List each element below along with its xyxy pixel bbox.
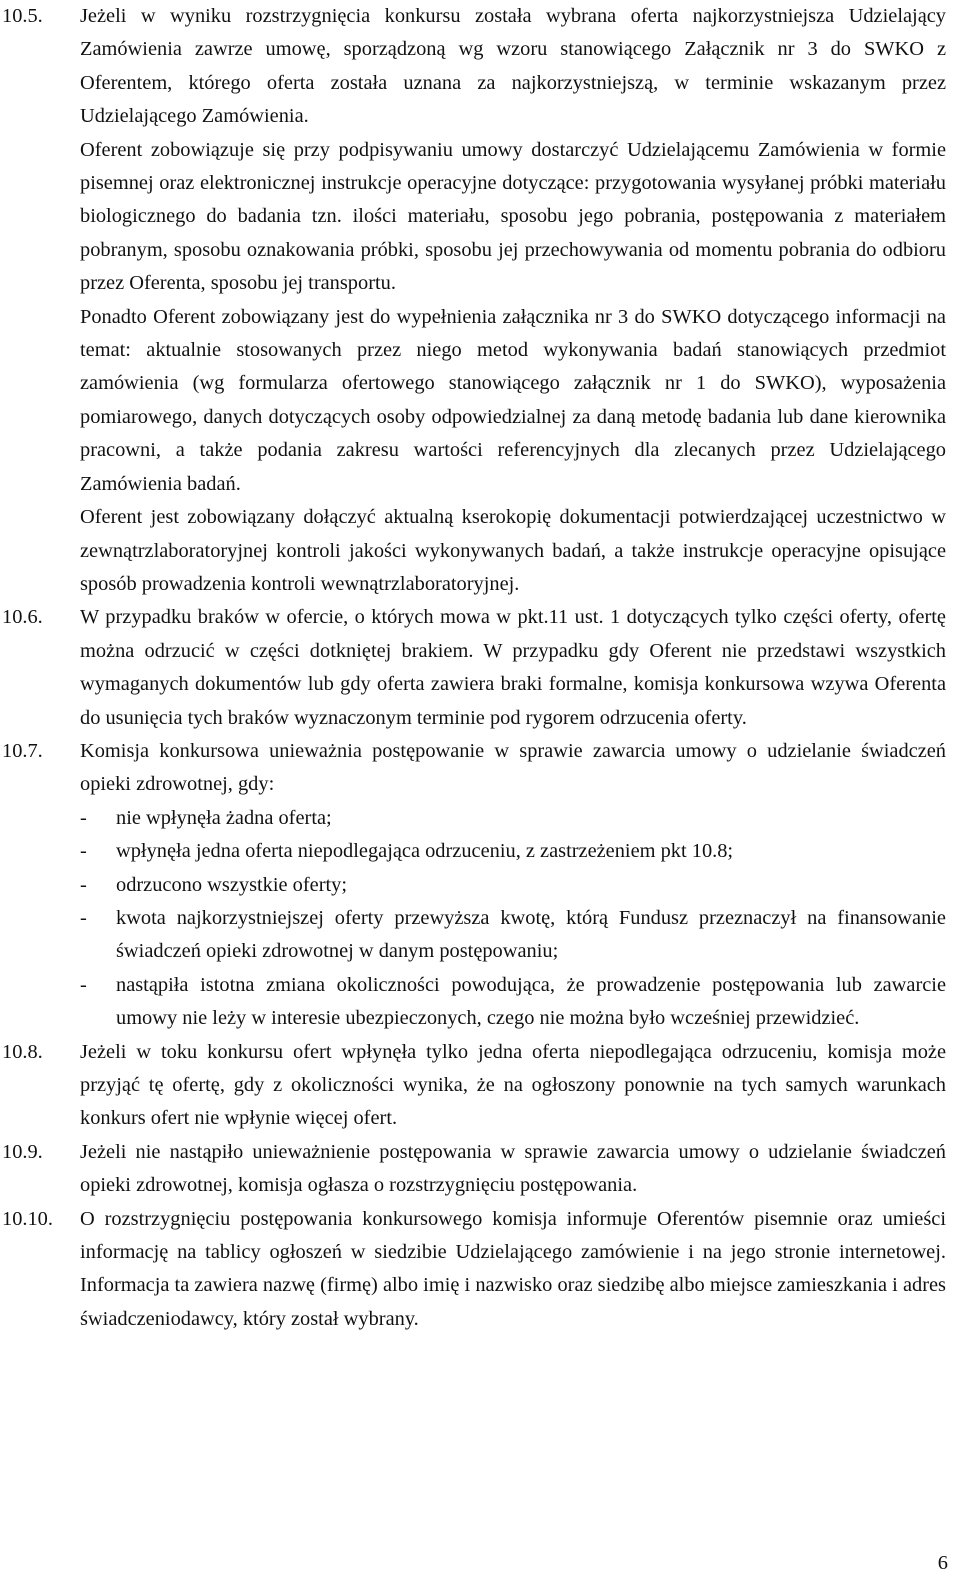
list-dash: - — [80, 806, 87, 829]
list-item — [80, 869, 946, 902]
section-10-5 — [0, 0, 960, 601]
paragraph: W przypadku braków w ofercie, o których mowa w pkt.11 ust. 1 dotyczących tylko części oferty, ofertę można odrzucić w części dotkniętej brakiem. W przypadku gdy Oferent nie przedstawi wszystkich wymaganych dokumentów lub gdy oferta zawiera braki formalne, komisja konkursowa wzywa Oferenta do usunięcia tych braków wyznaczonym terminie pod rygorem odrzucenia oferty. — [80, 606, 946, 729]
paragraph: Ponadto Oferent zobowiązany jest do wypełnienia załącznika nr 3 do SWKO dotyczącego informacji na temat: aktualnie stosowanych przez niego metod wykonywania badań stanowiących przedmiot zamówienia (wg formularza ofertowego stanowiącego załącznik nr 1 do SWKO), wyposażenia pomiarowego, danych dotyczących osoby odpowiedzialnej za daną metodę badania lub dane kierownika pracowni, a także podania zakresu wartości referencyjnych dla zlecanych przez Udzielającego Zamówienia badań. — [80, 305, 946, 495]
list-dash: - — [80, 873, 87, 896]
condition-list — [80, 802, 946, 1036]
list-dash: - — [80, 973, 87, 996]
section-body — [80, 0, 946, 601]
section-body — [80, 1036, 946, 1136]
section-10-6 — [0, 601, 960, 735]
list-item-text: odrzucono wszystkie oferty; — [116, 873, 348, 896]
list-item-text: wpłynęła jedna oferta niepodlegająca odrzuceniu, z zastrzeżeniem pkt 10.8; — [116, 840, 734, 863]
section-10-9 — [0, 1136, 960, 1203]
section-number: 10.7. — [2, 739, 43, 762]
paragraph: Oferent zobowiązuje się przy podpisywaniu umowy dostarczyć Udzielającemu Zamówienia w formie pisemnej oraz elektronicznej instrukcje operacyjne dotyczące: przygotowania wysyłanej próbki materiału biologicznego do badania tzn. ilości materiału, sposobu jego pobrania, postępowania z materiałem pobranym, sposobu oznakowania próbki, sposobu jej przechowywania od momentu pobrania do odbioru przez Oferenta, sposobu jej transportu. — [80, 138, 946, 295]
section-10-10 — [0, 1203, 960, 1337]
page-number: 6 — [937, 1552, 948, 1574]
section-body — [80, 735, 946, 1036]
section-number: 10.5. — [2, 5, 43, 27]
paragraph: O rozstrzygnięciu postępowania konkursowego komisja informuje Oferentów pisemnie oraz umieści informację na tablicy ogłoszeń w siedzibie Udzielającego zamówienie i na jego stronie internetowej. Informacja ta zawiera nazwę (firmę) albo imię i nazwisko oraz siedzibę albo miejsce zamieszkania i adres świadczeniodawcy, który został wybrany. — [80, 1207, 946, 1330]
section-10-8 — [0, 1036, 960, 1136]
section-10-7 — [0, 735, 960, 1036]
list-item — [80, 969, 946, 1036]
paragraph: Komisja konkursowa unieważnia postępowanie w sprawie zawarcia umowy o udzielanie świadczeń opieki zdrowotnej, gdy: — [80, 739, 946, 796]
section-body — [80, 1136, 946, 1203]
section-number: 10.10. — [2, 1207, 53, 1230]
list-item-text: nie wpłynęła żadna oferta; — [116, 806, 332, 829]
paragraph: Jeżeli w toku konkursu ofert wpłynęła tylko jedna oferta niepodlegająca odrzuceniu, komisja może przyjąć tę ofertę, gdy z okoliczności wynika, że na ogłoszony ponownie na tych samych warunkach konkurs ofert nie wpłynie więcej ofert. — [80, 1040, 946, 1130]
list-dash: - — [80, 840, 87, 863]
section-body — [80, 601, 946, 735]
list-dash: - — [80, 906, 87, 929]
section-number: 10.9. — [2, 1140, 43, 1163]
list-item-text: nastąpiła istotna zmiana okoliczności powodująca, że prowadzenie postępowania lub zawarcie umowy nie leży w interesie ubezpieczonych, czego nie można było wcześniej przewidzieć. — [116, 973, 946, 1030]
section-number: 10.8. — [2, 1040, 43, 1063]
section-body — [80, 1203, 946, 1337]
section-number: 10.6. — [2, 606, 43, 629]
paragraph: Oferent jest zobowiązany dołączyć aktualną kserokopię dokumentacji potwierdzającej uczestnictwo w zewnątrzlaboratoryjnej kontroli jakości wykonywanych badań, a także instrukcje operacyjne opisujące sposób prowadzenia kontroli wewnątrzlaboratoryjnej. — [80, 506, 946, 595]
paragraph: Jeżeli nie nastąpiło unieważnienie postępowania w sprawie zawarcia umowy o udzielanie świadczeń opieki zdrowotnej, komisja ogłasza o rozstrzygnięciu postępowania. — [80, 1140, 946, 1197]
list-item — [80, 835, 946, 868]
list-item — [80, 902, 946, 969]
list-item-text: kwota najkorzystniejszej oferty przewyższa kwotę, którą Fundusz przeznaczył na finansowanie świadczeń opieki zdrowotnej w danym postępowaniu; — [116, 906, 946, 963]
paragraph: Jeżeli w wyniku rozstrzygnięcia konkursu została wybrana oferta najkorzystniejsza Udzielający Zamówienia zawrze umowę, sporządzoną wg wzoru stanowiącego Załącznik nr 3 do SWKO z Oferentem, którego oferta została uznana za najkorzystniejszą, w terminie wskazanym przez Udzielającego Zamówienia. — [80, 5, 946, 128]
list-item — [80, 802, 946, 835]
